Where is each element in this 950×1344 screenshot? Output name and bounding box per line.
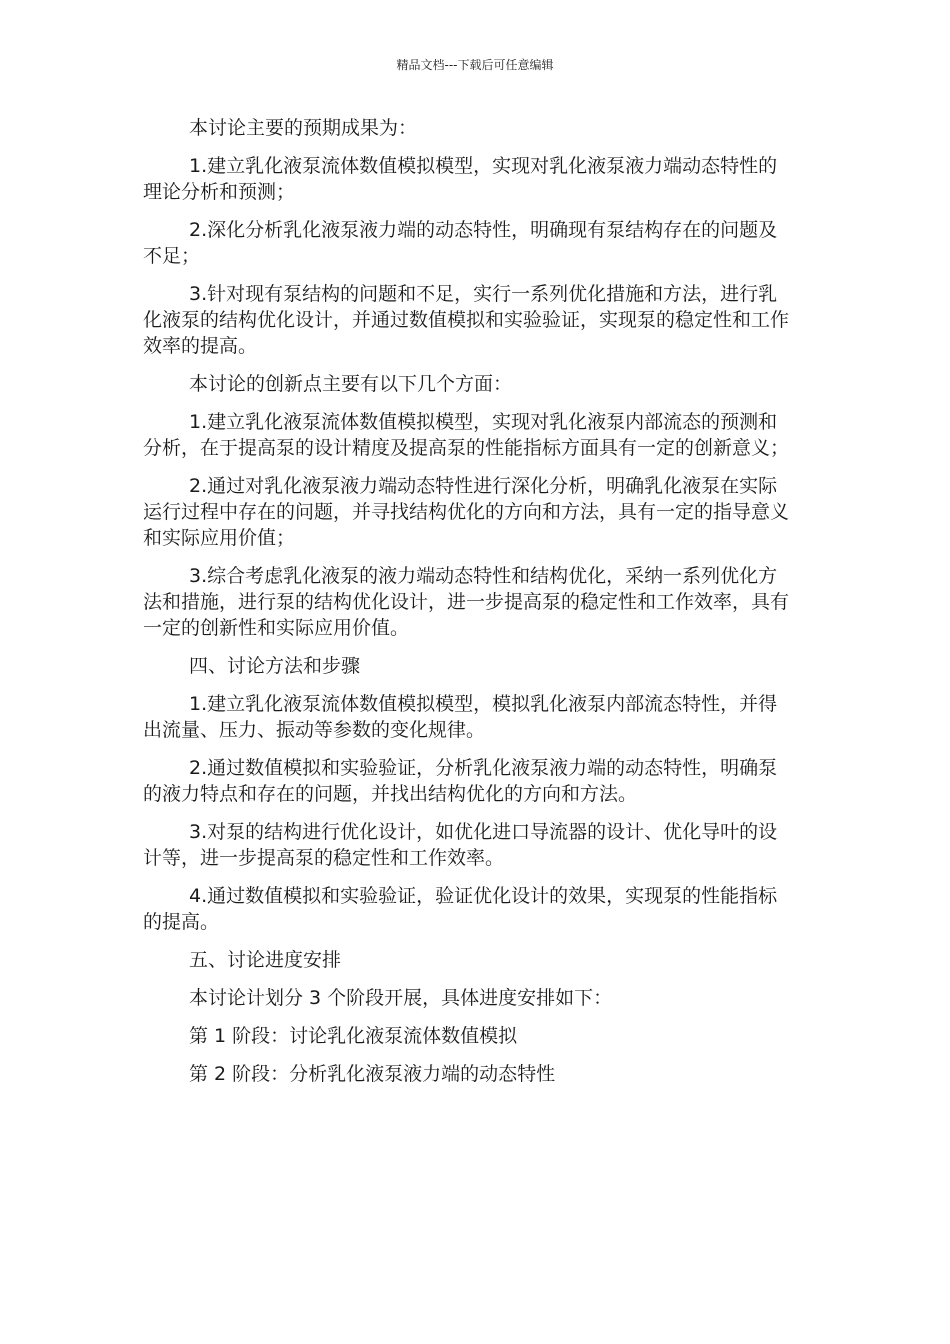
paragraph-innovation-intro: 本讨论的创新点主要有以下几个方面： [189, 373, 513, 395]
paragraph-result-3: 3.针对现有泵结构的问题和不足，实行一系列优化措施和方法，进行乳化液泵的结构优化设计，并通过数值模拟和实验验证，实现泵的稳定性和工作效率的提高。 [143, 283, 790, 357]
page-header: 精品文档---下载后可任意编辑 [396, 58, 554, 72]
paragraph-stage-2: 第 2 阶段：分析乳化液泵液力端的动态特性 [189, 1063, 556, 1085]
paragraph-expected-results-intro: 本讨论主要的预期成果为： [189, 117, 418, 139]
paragraph-method-2: 2.通过数值模拟和实验验证，分析乳化液泵液力端的动态特性，明确泵的液力特点和存在的问题，并找出结构优化的方向和方法。 [143, 757, 778, 805]
paragraph-method-4: 4.通过数值模拟和实验验证，验证优化设计的效果，实现泵的性能指标的提高。 [143, 885, 778, 933]
paragraph-method-1: 1.建立乳化液泵流体数值模拟模型，模拟乳化液泵内部流态特性，并得出流量、压力、振动等参数的变化规律。 [143, 693, 778, 741]
paragraph-method-3: 3.对泵的结构进行优化设计，如优化进口导流器的设计、优化导叶的设计等，进一步提高泵的稳定性和工作效率。 [143, 821, 778, 869]
paragraph-stage-1: 第 1 阶段：讨论乳化液泵流体数值模拟 [189, 1025, 518, 1047]
document-body [143, 115, 793, 1099]
paragraph-innovation-2: 2.通过对乳化液泵液力端动态特性进行深化分析，明确乳化液泵在实际运行过程中存在的问题，并寻找结构优化的方向和方法，具有一定的指导意义和实际应用价值； [143, 475, 790, 549]
paragraph-innovation-1: 1.建立乳化液泵流体数值模拟模型，实现对乳化液泵内部流态的预测和分析，在于提高泵的设计精度及提高泵的性能指标方面具有一定的创新意义； [143, 411, 790, 459]
paragraph-result-1: 1.建立乳化液泵流体数值模拟模型，实现对乳化液泵液力端动态特性的理论分析和预测； [143, 155, 778, 203]
section-heading-schedule: 五、讨论进度安排 [189, 949, 342, 971]
paragraph-innovation-3: 3.综合考虑乳化液泵的液力端动态特性和结构优化，采纳一系列优化方法和措施，进行泵的结构优化设计，进一步提高泵的稳定性和工作效率，具有一定的创新性和实际应用价值。 [143, 565, 790, 639]
section-heading-methods: 四、讨论方法和步骤 [189, 655, 361, 677]
paragraph-result-2: 2.深化分析乳化液泵液力端的动态特性，明确现有泵结构存在的问题及不足； [143, 219, 778, 267]
paragraph-schedule-intro: 本讨论计划分 3 个阶段开展，具体进度安排如下： [189, 987, 613, 1009]
